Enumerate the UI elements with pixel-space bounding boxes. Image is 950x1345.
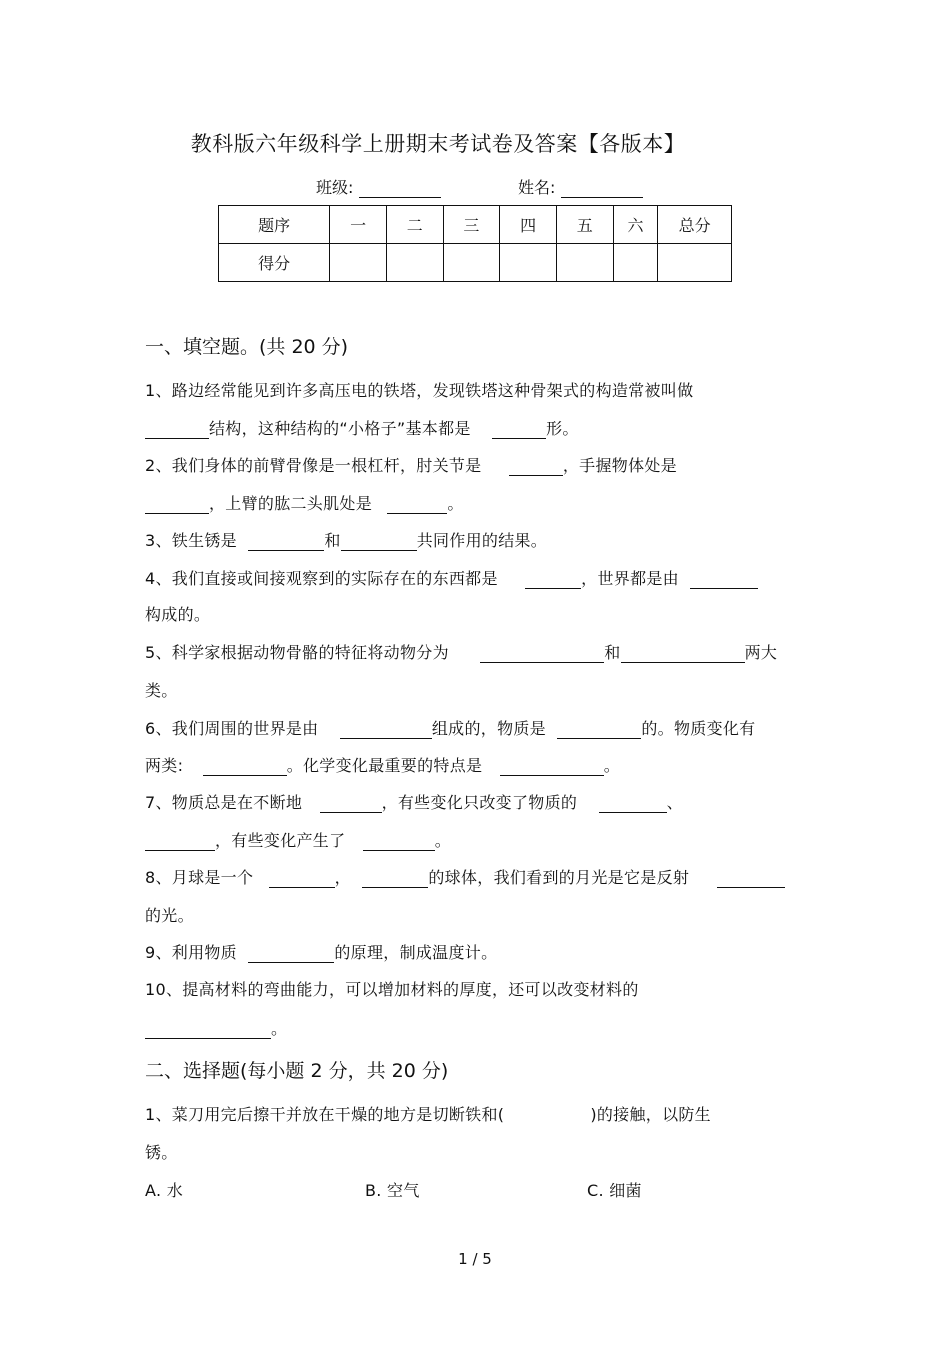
header-cell: 总分	[658, 206, 732, 244]
header-cell: 题序	[219, 206, 330, 244]
option-a[interactable]: A. 水	[145, 1181, 184, 1200]
answer-blank[interactable]	[269, 870, 335, 888]
score-cell[interactable]	[500, 244, 557, 282]
class-field	[316, 175, 441, 198]
name-label: 姓名:	[518, 178, 556, 197]
answer-blank[interactable]	[145, 421, 209, 439]
section2-heading: 二、选择题(每小题 2 分，共 20 分)	[145, 1060, 449, 1082]
page-title: 教科版六年级科学上册期末考试卷及答案【各版本】	[190, 132, 686, 156]
option-b[interactable]: B. 空气	[365, 1181, 420, 1200]
question-5-line2: 类。	[145, 681, 178, 700]
question-4-line2: 构成的。	[145, 605, 211, 624]
question-10-line1: 10、提高材料的弯曲能力，可以增加材料的厚度，还可以改变材料的	[145, 980, 639, 999]
choice-question-1-line1: 1、菜刀用完后擦干并放在干燥的地方是切断铁和( )的接触，以防生	[145, 1105, 711, 1124]
question-6-line1: 6、我们周围的世界是由 组成的，物质是 的。物质变化有	[145, 719, 756, 738]
header-cell: 六	[613, 206, 658, 244]
question-2-line1: 2、我们身体的前臂骨像是一根杠杆，肘关节是 ，手握物体处是	[145, 456, 677, 475]
answer-blank[interactable]	[690, 571, 758, 589]
question-1-line2: 结构，这种结构的“小格子”基本都是 形。	[145, 416, 579, 439]
answer-blank[interactable]	[509, 458, 563, 476]
score-cell[interactable]	[386, 244, 443, 282]
score-table	[218, 205, 732, 282]
answer-blank[interactable]	[480, 645, 604, 663]
answer-blank[interactable]	[599, 795, 667, 813]
question-7-line2: ，有些变化产生了 。	[145, 828, 451, 851]
score-table-header-row	[219, 206, 732, 244]
answer-blank[interactable]	[248, 533, 324, 551]
name-field	[518, 175, 643, 198]
score-cell[interactable]	[658, 244, 732, 282]
score-cell[interactable]	[443, 244, 500, 282]
question-7-line1: 7、物质总是在不断地 ，有些变化只改变了物质的 、	[145, 793, 683, 812]
answer-blank[interactable]	[340, 721, 432, 739]
header-cell: 五	[556, 206, 613, 244]
question-5-line1: 5、科学家根据动物骨骼的特征将动物分为 和 两大	[145, 643, 778, 662]
score-cell[interactable]	[330, 244, 387, 282]
answer-blank[interactable]	[621, 645, 745, 663]
section1-heading: 一、填空题。(共 20 分)	[145, 336, 349, 358]
question-4-line1: 4、我们直接或间接观察到的实际存在的东西都是 ，世界都是由	[145, 566, 758, 589]
answer-blank[interactable]	[500, 758, 604, 776]
header-cell: 三	[443, 206, 500, 244]
class-blank[interactable]	[359, 181, 441, 198]
question-8-line1: 8、月球是一个 ， 的球体，我们看到的月光是它是反射	[145, 865, 785, 888]
name-blank[interactable]	[561, 181, 643, 198]
score-table-score-row	[219, 244, 732, 282]
question-9: 9、利用物质 的原理，制成温度计。	[145, 943, 498, 962]
question-1-line1: 1、路边经常能见到许多高压电的铁塔，发现铁塔这种骨架式的构造常被叫做	[145, 381, 694, 400]
answer-blank[interactable]	[387, 496, 447, 514]
answer-blank[interactable]	[145, 496, 209, 514]
answer-blank[interactable]	[525, 571, 581, 589]
question-6-line2: 两类: 。化学变化最重要的特点是 。	[145, 756, 620, 775]
question-2-line2: ，上臂的肱二头肌处是 。	[145, 491, 464, 514]
answer-blank[interactable]	[145, 833, 215, 851]
answer-blank[interactable]	[341, 533, 417, 551]
answer-blank[interactable]	[145, 1021, 271, 1039]
answer-blank[interactable]	[363, 833, 435, 851]
answer-blank[interactable]	[248, 945, 334, 963]
answer-blank[interactable]	[492, 421, 546, 439]
question-10-line2: 。	[145, 1016, 287, 1039]
answer-blank[interactable]	[362, 870, 428, 888]
page-number: 1 / 5	[458, 1250, 492, 1268]
answer-blank[interactable]	[203, 758, 287, 776]
question-8-line2: 的光。	[145, 906, 194, 925]
score-cell[interactable]	[613, 244, 658, 282]
score-cell[interactable]	[556, 244, 613, 282]
choice-question-1-line2: 锈。	[145, 1143, 178, 1162]
class-label: 班级:	[316, 178, 354, 197]
option-c[interactable]: C. 细菌	[587, 1181, 642, 1200]
header-cell: 二	[386, 206, 443, 244]
answer-blank[interactable]	[557, 721, 641, 739]
answer-blank[interactable]	[320, 795, 382, 813]
header-cell: 四	[500, 206, 557, 244]
score-row-label: 得分	[219, 244, 330, 282]
answer-blank[interactable]	[717, 870, 785, 888]
header-cell: 一	[330, 206, 387, 244]
question-3: 3、铁生锈是 和 共同作用的结果。	[145, 531, 548, 550]
